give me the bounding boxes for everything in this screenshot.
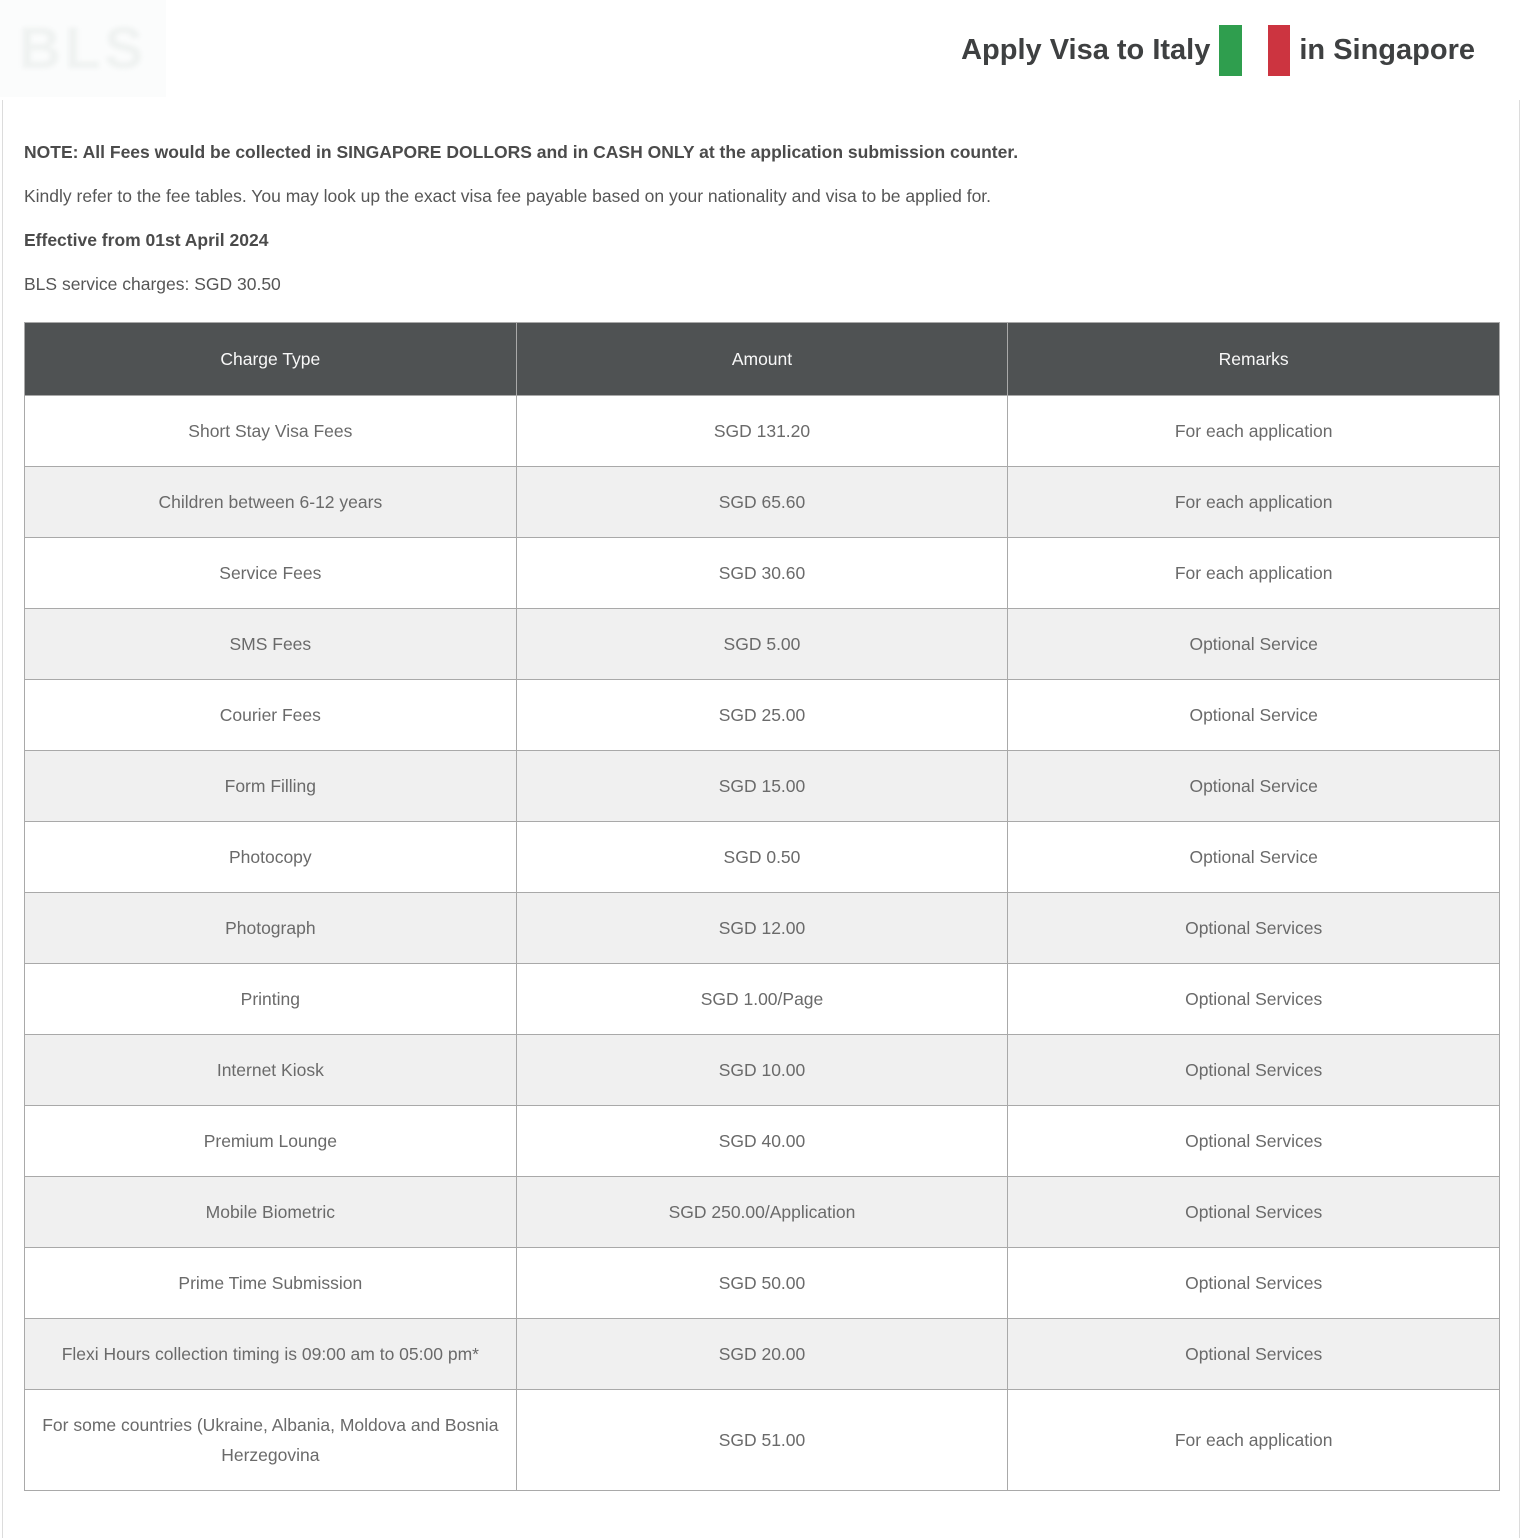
table-row — [25, 538, 1500, 609]
cell-remarks: Optional Service — [1008, 680, 1500, 751]
cell-remarks: For each application — [1008, 396, 1500, 467]
cell-amount: SGD 15.00 — [516, 751, 1008, 822]
flag-stripe-green — [1219, 25, 1242, 76]
fees-table — [24, 322, 1500, 1491]
cell-remarks: Optional Services — [1008, 1177, 1500, 1248]
cell-charge-type: For some countries (Ukraine, Albania, Moldova and Bosnia Herzegovina — [25, 1390, 517, 1491]
cell-amount: SGD 65.60 — [516, 467, 1008, 538]
cell-remarks: For each application — [1008, 467, 1500, 538]
bls-logo-ghost-text: BLS — [19, 16, 147, 81]
cell-charge-type: Photograph — [25, 893, 517, 964]
cell-amount: SGD 250.00/Application — [516, 1177, 1008, 1248]
cell-amount: SGD 5.00 — [516, 609, 1008, 680]
column-header-charge-type: Charge Type — [25, 323, 517, 396]
table-header-row — [25, 323, 1500, 396]
cell-amount: SGD 131.20 — [516, 396, 1008, 467]
table-row — [25, 1248, 1500, 1319]
cell-amount: SGD 1.00/Page — [516, 964, 1008, 1035]
flag-stripe-red — [1268, 25, 1290, 76]
cell-charge-type: Flexi Hours collection timing is 09:00 am to 05:00 pm* — [25, 1319, 517, 1390]
effective-date-text: Effective from 01st April 2024 — [24, 230, 269, 250]
page-title-left: Apply Visa to Italy — [961, 33, 1211, 66]
cell-amount: SGD 25.00 — [516, 680, 1008, 751]
cell-charge-type: Mobile Biometric — [25, 1177, 517, 1248]
flag-stripe-white — [1242, 25, 1268, 76]
cell-charge-type: Short Stay Visa Fees — [25, 396, 517, 467]
cell-amount: SGD 20.00 — [516, 1319, 1008, 1390]
cell-amount: SGD 51.00 — [516, 1390, 1008, 1491]
table-row — [25, 1390, 1500, 1491]
column-header-amount: Amount — [516, 323, 1008, 396]
cell-remarks: Optional Service — [1008, 609, 1500, 680]
cell-remarks: Optional Services — [1008, 1035, 1500, 1106]
cell-charge-type: Courier Fees — [25, 680, 517, 751]
cell-remarks: Optional Service — [1008, 751, 1500, 822]
cell-remarks: For each application — [1008, 538, 1500, 609]
table-row — [25, 396, 1500, 467]
cell-charge-type: SMS Fees — [25, 609, 517, 680]
cell-charge-type: Children between 6-12 years — [25, 467, 517, 538]
table-row — [25, 467, 1500, 538]
service-charge-text: BLS service charges: SGD 30.50 — [24, 274, 281, 294]
italy-flag-icon — [1219, 25, 1290, 76]
table-row — [25, 822, 1500, 893]
table-row — [25, 1177, 1500, 1248]
cell-remarks: Optional Service — [1008, 822, 1500, 893]
cell-remarks: Optional Services — [1008, 1106, 1500, 1177]
cell-remarks: For each application — [1008, 1390, 1500, 1491]
table-row — [25, 1319, 1500, 1390]
cell-charge-type: Internet Kiosk — [25, 1035, 517, 1106]
cell-amount: SGD 0.50 — [516, 822, 1008, 893]
page-title-right: in Singapore — [1299, 33, 1475, 66]
table-row — [25, 680, 1500, 751]
cell-charge-type: Photocopy — [25, 822, 517, 893]
column-header-remarks: Remarks — [1008, 323, 1500, 396]
refer-text: Kindly refer to the fee tables. You may look up the exact visa fee payable based on your nationality and visa to be applied for. — [24, 186, 992, 206]
table-row — [25, 1035, 1500, 1106]
table-row — [25, 751, 1500, 822]
table-row — [25, 609, 1500, 680]
cell-amount: SGD 12.00 — [516, 893, 1008, 964]
cell-remarks: Optional Services — [1008, 1319, 1500, 1390]
cell-charge-type: Printing — [25, 964, 517, 1035]
table-row — [25, 964, 1500, 1035]
cell-amount: SGD 40.00 — [516, 1106, 1008, 1177]
cell-charge-type: Prime Time Submission — [25, 1248, 517, 1319]
main-content — [2, 100, 1520, 1538]
table-row — [25, 893, 1500, 964]
cell-remarks: Optional Services — [1008, 1248, 1500, 1319]
cell-amount: SGD 50.00 — [516, 1248, 1008, 1319]
table-row — [25, 1106, 1500, 1177]
page-title — [961, 0, 1475, 100]
cell-amount: SGD 30.60 — [516, 538, 1008, 609]
cell-amount: SGD 10.00 — [516, 1035, 1008, 1106]
page-header — [0, 0, 1522, 100]
bls-logo — [0, 0, 166, 97]
note-text: NOTE: All Fees would be collected in SINGAPORE DOLLORS and in CASH ONLY at the application submission counter. — [24, 142, 1019, 162]
cell-charge-type: Service Fees — [25, 538, 517, 609]
cell-remarks: Optional Services — [1008, 893, 1500, 964]
cell-remarks: Optional Services — [1008, 964, 1500, 1035]
cell-charge-type: Premium Lounge — [25, 1106, 517, 1177]
cell-charge-type: Form Filling — [25, 751, 517, 822]
